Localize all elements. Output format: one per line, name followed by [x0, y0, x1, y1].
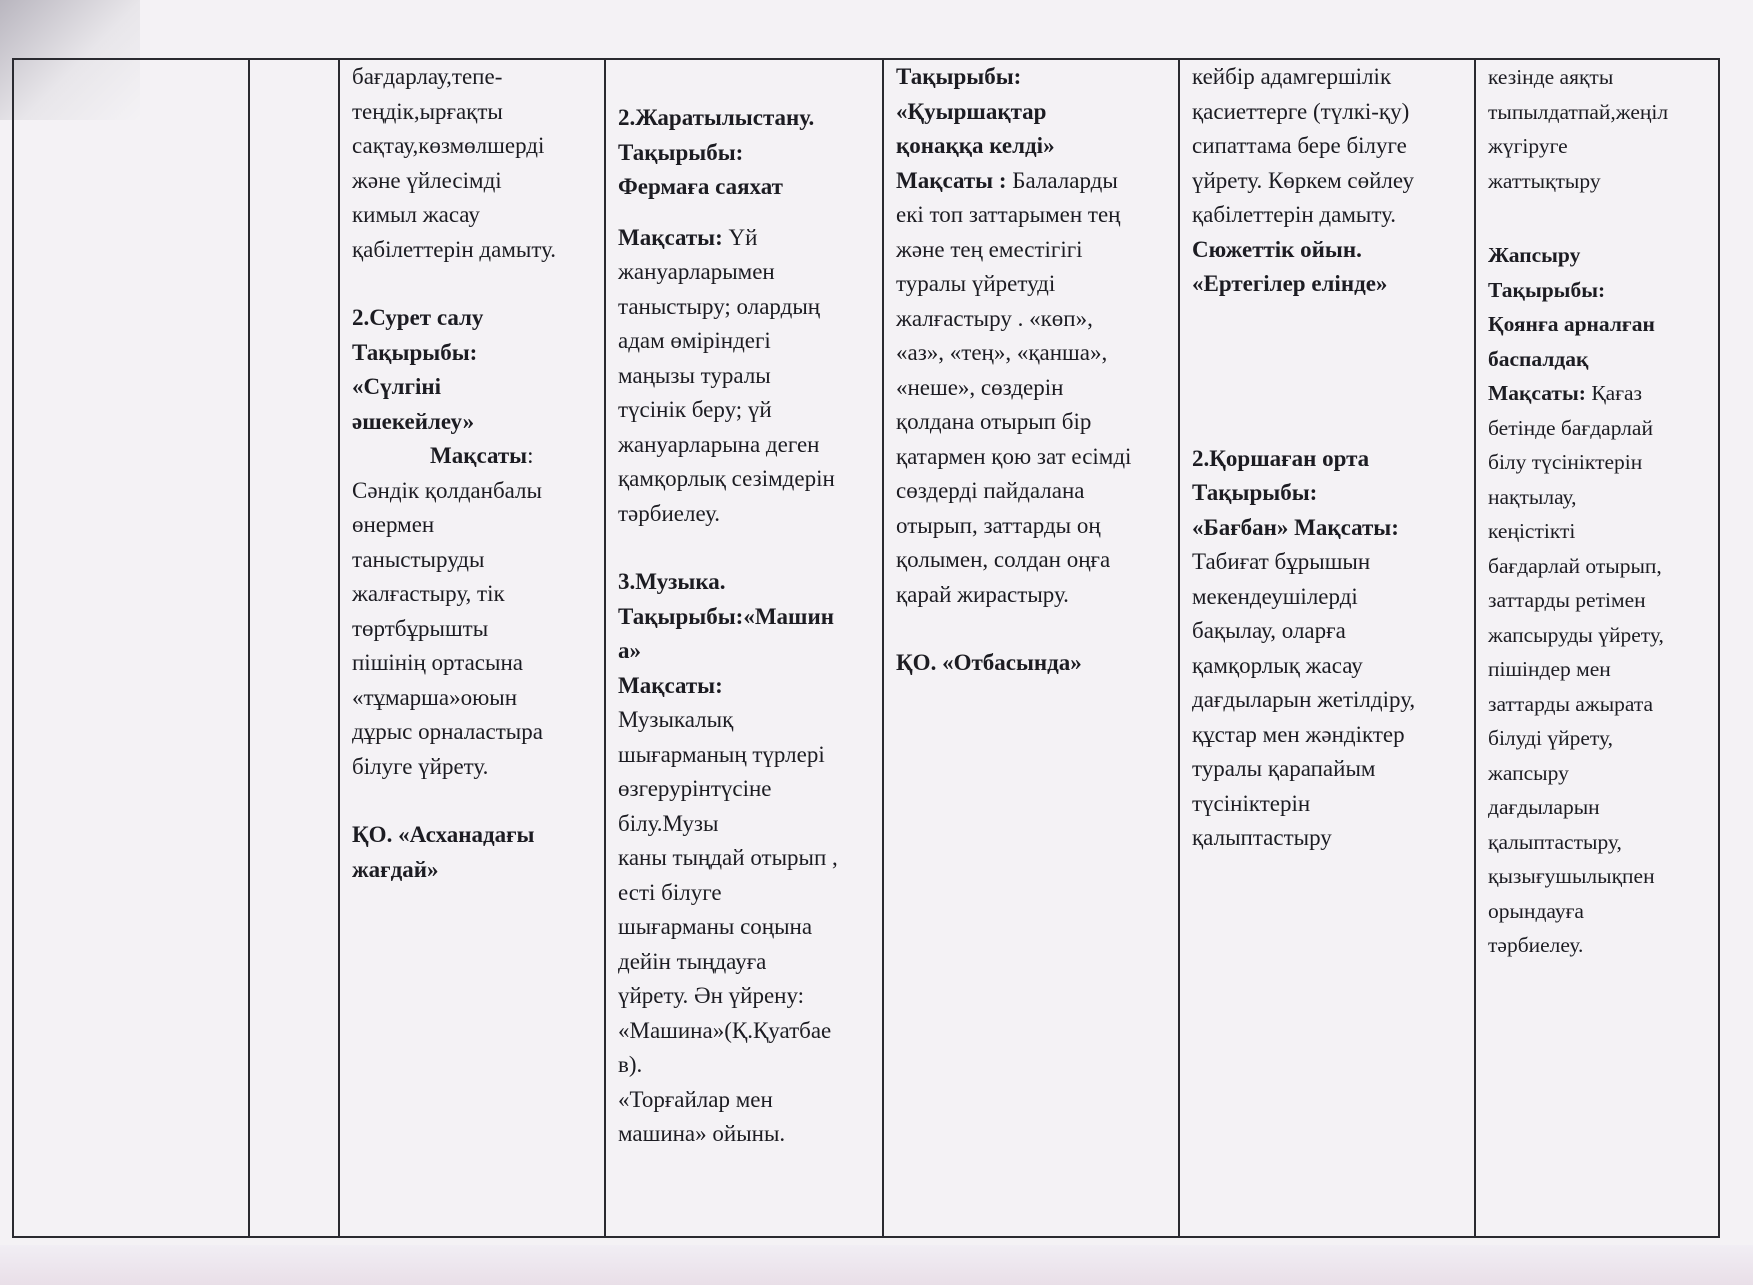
text-line: таныстыруды: [352, 546, 485, 572]
text-line: білуге үйрету.: [352, 753, 489, 779]
text-line: қолдана отырып бір: [896, 409, 1092, 434]
text-line: есті білуге: [618, 879, 722, 905]
theme-title: «Сүлгіні: [352, 374, 441, 399]
text-line: жануарларымен: [618, 259, 775, 284]
theme-title: Қоянға арналған: [1488, 312, 1655, 336]
text-line: каны тыңдай отырып ,: [618, 845, 838, 870]
text-line: қатармен қою зат есімді: [896, 443, 1132, 469]
text-line: кеңістікті: [1488, 519, 1576, 543]
text-line: білуді үйрету,: [1488, 726, 1613, 750]
goal-label: Мақсаты :: [896, 167, 1007, 193]
text-line: «Машина»(Қ.Қуатбае: [618, 1017, 832, 1043]
text-line: жалғастыру, тік: [352, 581, 505, 606]
text-line: заттарды ажырата: [1488, 691, 1654, 716]
text-line: кезінде аяқты: [1488, 65, 1614, 89]
table-cell-col6: [1179, 59, 1475, 1237]
text-line: бағдарлай отырып,: [1488, 553, 1662, 578]
text-line: құстар мен жәндіктер: [1192, 721, 1405, 747]
goal-text: Қағаз: [1585, 381, 1643, 405]
text-line: «тұмарша»оюын: [352, 684, 518, 710]
text-line: қолымен, солдан оңға: [896, 547, 1111, 572]
text-line: Сәндік қолданбалы: [352, 477, 542, 503]
text-line: дағдыларын жетілдіру,: [1192, 687, 1416, 712]
theme-label: Тақырыбы:: [896, 64, 1022, 89]
text-line: жапсыру: [1488, 760, 1569, 785]
goal-line: [896, 164, 1166, 199]
goal-label: Мақсаты:: [618, 672, 723, 698]
text-line: пішіндер мен: [1488, 657, 1611, 681]
text-line: Музыкалық: [618, 707, 734, 732]
text-line: тыпылдатпай,жеңіл: [1488, 99, 1669, 124]
section-heading: Сюжеттік ойын.: [1192, 236, 1362, 262]
theme-title: баспалдақ: [1488, 346, 1589, 371]
ko-title: ҚО. «Асханадағы: [352, 822, 535, 847]
text-line: екі топ заттарымен тең: [896, 202, 1121, 227]
text-line: машина» ойыны.: [618, 1121, 786, 1146]
table-cell-col7: [1475, 59, 1719, 1237]
table-cell-col1: [13, 59, 249, 1237]
section-heading: 2.Жаратылыстану.: [618, 105, 815, 130]
table-cell-col4: [605, 59, 883, 1237]
theme-title: а»: [618, 638, 641, 663]
ko-title: ҚО. «Отбасында»: [896, 650, 1082, 675]
text-line: мекендеушілерді: [1192, 583, 1358, 609]
goal-label: Мақсаты:: [1488, 381, 1586, 405]
theme-label: Тақырыбы:: [1192, 480, 1318, 505]
text-line: орындауға: [1488, 898, 1584, 923]
text-line: білу түсініктерін: [1488, 450, 1643, 474]
text-line: туралы қарапайым: [1192, 756, 1376, 781]
text-line: дағдыларын: [1488, 795, 1600, 819]
text-line: шығарманың түрлері: [618, 741, 825, 767]
text-line: адам өміріндегі: [618, 328, 771, 353]
text-line: жалғастыру . «көп»,: [896, 305, 1093, 331]
goal-line: [618, 221, 870, 256]
text-line: түсінік беру; үй: [618, 397, 772, 422]
text-line: жануарларына деген: [618, 431, 820, 457]
text-line: және тең еместігігі: [896, 236, 1083, 262]
text-line: в).: [618, 1052, 643, 1077]
text-line: қарай жирастыру.: [896, 581, 1069, 607]
text-line: дейін тыңдауға: [618, 948, 767, 974]
theme-title: «Қуыршақтар: [896, 98, 1047, 124]
text-line: шығарманы соңына: [618, 914, 813, 939]
text-line: қабілеттерін дамыту.: [352, 236, 557, 262]
text-line: отырып, заттарды оң: [896, 512, 1101, 538]
text-line: теңдік,ырғақты: [352, 98, 503, 124]
theme-title: «Ертегілер елінде»: [1192, 271, 1388, 296]
goal-text: Үй: [722, 224, 758, 250]
text-line: қалыптастыру: [1192, 825, 1332, 850]
text-line: білу.Музы: [618, 810, 719, 836]
text-line: түсініктерін: [1192, 790, 1311, 816]
theme-title: Фермаға саяхат: [618, 174, 783, 199]
text-line: «неше», сөздерін: [896, 374, 1064, 400]
text-line: тәрбиелеу.: [618, 500, 721, 526]
text-line: дұрыс орналастыра: [352, 719, 543, 744]
text-line: төртбұрышты: [352, 615, 489, 641]
theme-label: Тақырыбы:: [352, 339, 478, 365]
text-line: қамқорлық жасау: [1192, 652, 1363, 678]
section-heading: Жапсыру: [1488, 243, 1581, 267]
text-line: «Торғайлар мен: [618, 1086, 773, 1112]
theme-label: Тақырыбы:: [1488, 277, 1606, 302]
text-line: өнермен: [352, 512, 435, 537]
table-cell-col3: [339, 59, 605, 1237]
text-line: сөздерді пайдалана: [896, 478, 1085, 503]
text-line: пішінің ортасына: [352, 650, 523, 675]
theme-title: әшекейлеу»: [352, 408, 475, 434]
text-line: бағдарлау,тепе-: [352, 64, 503, 89]
goal-colon: :: [527, 443, 534, 468]
text-line: бақылау, оларға: [1192, 618, 1346, 643]
text-line: тәрбиелеу.: [1488, 933, 1584, 957]
text-line: туралы үйретуді: [896, 271, 1056, 296]
text-line: жапсыруды үйрету,: [1488, 622, 1664, 647]
text-line: үйрету. Көркем сөйлеу: [1192, 167, 1415, 193]
text-line: сипаттама бере білуге: [1192, 133, 1407, 158]
theme-title: «Бағбан» Мақсаты:: [1192, 514, 1399, 540]
goal-label: Мақсаты: [430, 443, 528, 468]
section-heading: 2.Сурет салу: [352, 305, 484, 330]
ko-title: жағдай»: [352, 856, 439, 882]
theme-title: Тақырыбы:«Машин: [618, 603, 834, 629]
table-cell-col5: [883, 59, 1179, 1237]
text-line: заттарды ретімен: [1488, 588, 1646, 612]
section-heading: 3.Музыка.: [618, 569, 726, 594]
goal-label: Мақсаты:: [618, 224, 723, 250]
text-line: маңызы туралы: [618, 362, 771, 388]
paper-edge: [0, 1245, 1753, 1285]
text-line: бетінде бағдарлай: [1488, 415, 1653, 440]
text-line: кимыл жасау: [352, 202, 480, 227]
text-line: жүгіруге: [1488, 134, 1568, 158]
text-line: өзгерурінтүсіне: [618, 776, 772, 801]
text-line: қалыптастыру,: [1488, 829, 1622, 854]
table-cell-col2: [249, 59, 339, 1237]
theme-title: қонаққа келді»: [896, 133, 1055, 158]
table-row: [13, 59, 1719, 1237]
text-line: үйрету. Ән үйрену:: [618, 983, 805, 1008]
text-line: «аз», «тең», «қанша»,: [896, 340, 1108, 365]
lesson-plan-table: [12, 58, 1720, 1238]
text-line: қасиеттерге (түлкі-қу): [1192, 98, 1410, 124]
text-line: қызығушылықпен: [1488, 864, 1655, 888]
text-line: кейбір адамгершілік: [1192, 64, 1392, 89]
text-line: Табиғат бұрышын: [1192, 549, 1371, 574]
section-heading: 2.Қоршаған орта: [1192, 445, 1370, 471]
text-line: және үйлесімді: [352, 167, 502, 193]
text-line: қамқорлық сезімдерін: [618, 466, 835, 491]
goal-label-line: [352, 439, 592, 474]
text-line: жаттықтыру: [1488, 168, 1601, 193]
text-line: таныстыру; олардың: [618, 293, 821, 319]
text-line: қабілеттерін дамыту.: [1192, 202, 1397, 227]
theme-label: Тақырыбы:: [618, 139, 744, 165]
text-line: нақтылау,: [1488, 484, 1577, 509]
text-line: сақтау,көзмөлшерді: [352, 133, 545, 158]
goal-text: Балаларды: [1006, 167, 1118, 193]
goal-line: [1488, 376, 1706, 411]
